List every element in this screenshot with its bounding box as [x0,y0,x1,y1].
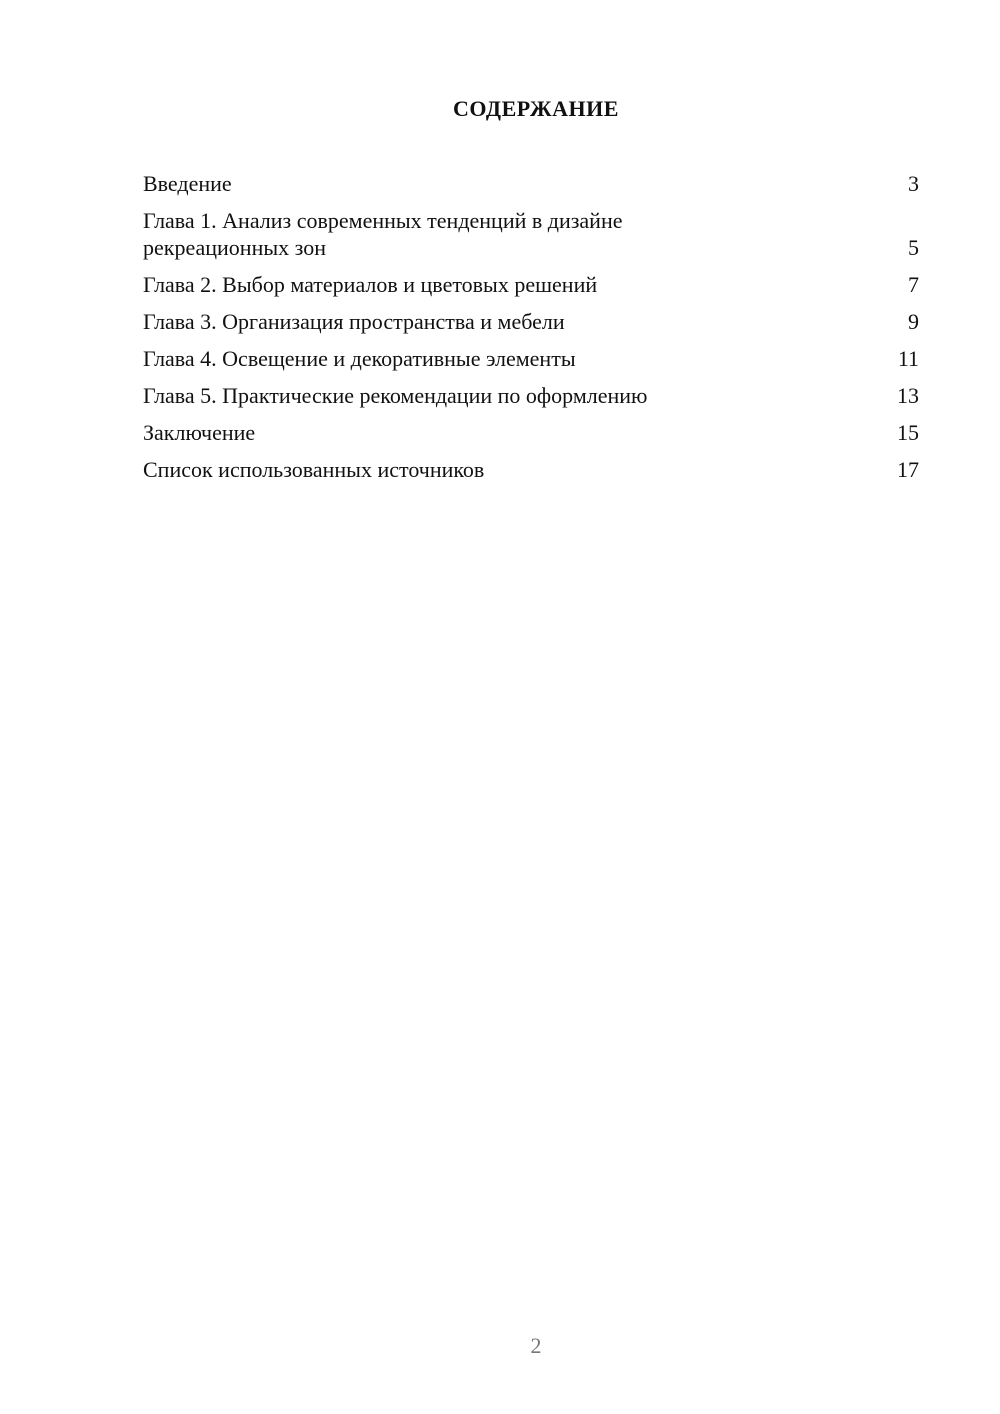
toc-entry-title: Глава 3. Организация пространства и мебели [143,309,565,334]
toc-entry-title: Глава 1. Анализ современных тенденций в дизайне рекреационных зон [143,208,623,260]
toc-entry-chapter-4 [143,345,919,372]
toc-entry-page: 13 [897,383,919,408]
toc-entry-title: Заключение [143,420,256,445]
toc-entry-title: Глава 2. Выбор материалов и цветовых решений [143,272,598,297]
toc-entry-references [143,456,919,483]
toc-entry-page: 7 [908,272,919,297]
toc-entry-conclusion [143,419,919,446]
toc-entry-title: Список использованных источников [143,457,485,482]
toc-entry-chapter-2 [143,271,919,298]
toc-entry-page: 5 [908,235,919,260]
page-number: 2 [530,1333,542,1358]
toc-entry-chapter-5 [143,382,919,409]
toc-entry-page: 9 [908,309,919,334]
toc-entry-introduction [143,170,919,197]
toc-entry-chapter-3 [143,308,919,335]
toc-entry-page: 17 [897,457,919,482]
toc-entry-chapter-1 [143,207,919,261]
toc-title: СОДЕРЖАНИЕ [453,96,619,121]
toc-entry-title: Глава 4. Освещение и декоративные элементы [143,346,576,371]
toc-entry-page: 3 [908,171,919,196]
table-of-contents [143,170,919,493]
toc-entry-page: 11 [897,346,919,371]
toc-entry-title: Глава 5. Практические рекомендации по оформлению [143,383,648,408]
toc-entry-page: 15 [897,420,919,445]
toc-entry-title: Введение [143,171,232,196]
